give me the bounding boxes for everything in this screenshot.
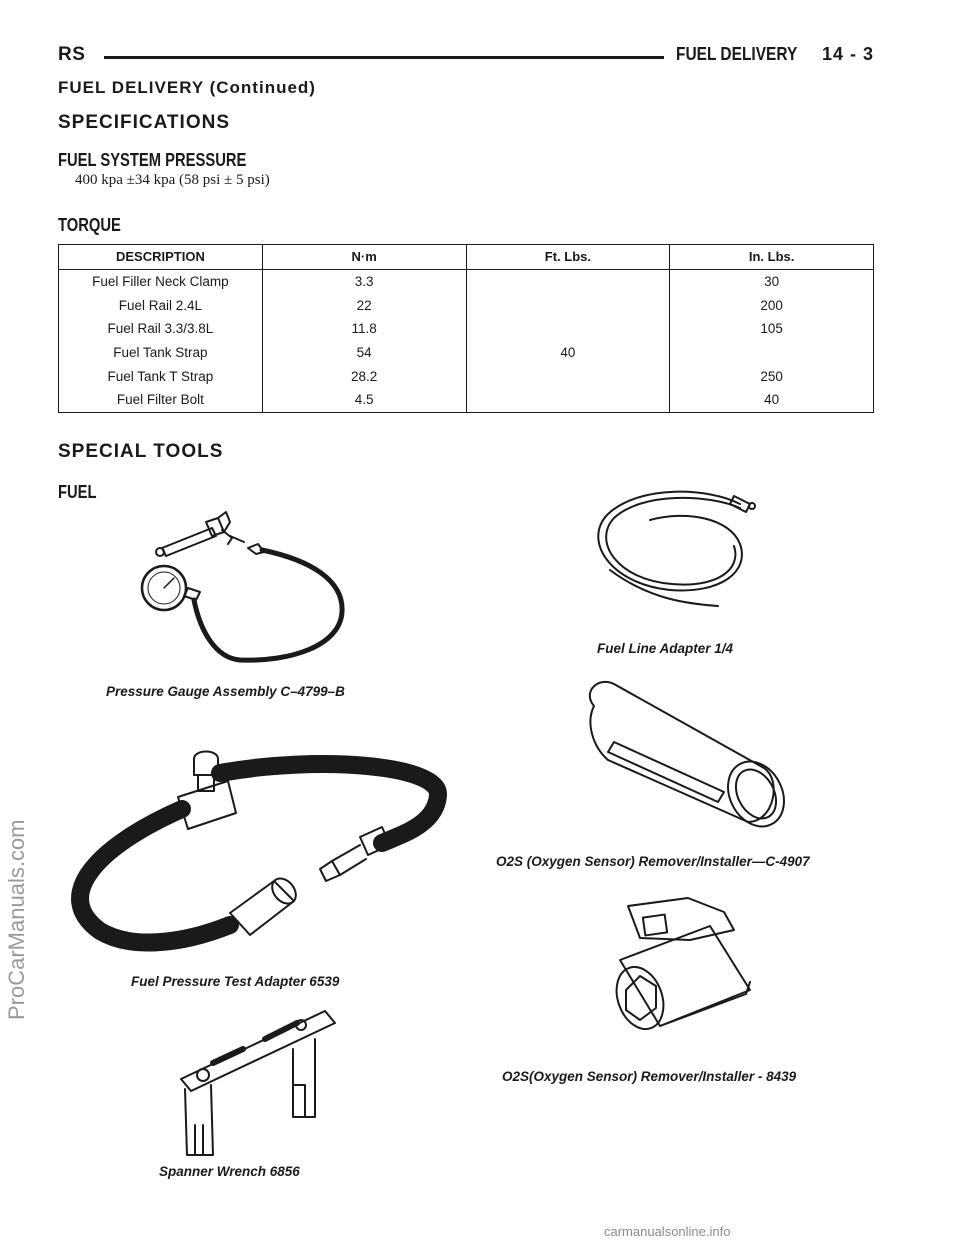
torque-table-header bbox=[59, 245, 874, 270]
bottom-watermark: carmanualsonline.info bbox=[604, 1224, 731, 1239]
pressure-gauge-icon bbox=[120, 500, 360, 680]
table-cell: 4.5 bbox=[262, 388, 466, 412]
table-cell: 3.3 bbox=[262, 269, 466, 293]
tool-caption: O2S (Oxygen Sensor) Remover/Installer—C-4907 bbox=[496, 854, 810, 869]
table-cell: Fuel Filler Neck Clamp bbox=[59, 269, 263, 293]
tool-caption: O2S(Oxygen Sensor) Remover/Installer - 8439 bbox=[502, 1069, 797, 1084]
table-cell: Fuel Tank Strap bbox=[59, 341, 263, 365]
table-row bbox=[59, 269, 874, 293]
table-row bbox=[59, 341, 874, 365]
crowfoot-socket-icon bbox=[600, 890, 780, 1050]
special-tools-heading: SPECIAL TOOLS bbox=[58, 441, 224, 462]
table-cell: 28.2 bbox=[262, 364, 466, 388]
tool-caption: Fuel Line Adapter 1/4 bbox=[597, 641, 734, 656]
table-cell: 40 bbox=[670, 388, 874, 412]
table-cell: 11.8 bbox=[262, 317, 466, 341]
table-cell: Fuel Filter Bolt bbox=[59, 388, 263, 412]
page-number: 14 - 3 bbox=[822, 44, 875, 64]
table-row bbox=[59, 293, 874, 317]
table-cell: Fuel Rail 2.4L bbox=[59, 293, 263, 317]
column-header: N·m bbox=[262, 245, 466, 270]
column-header: DESCRIPTION bbox=[59, 245, 263, 270]
torque-table bbox=[58, 244, 874, 413]
side-watermark: ProCarManuals.com bbox=[4, 819, 29, 1020]
fuel-system-pressure-value: 400 kpa ±34 kpa (58 psi ± 5 psi) bbox=[75, 172, 270, 188]
torque-heading: TORQUE bbox=[58, 215, 121, 235]
table-row bbox=[59, 388, 874, 412]
header-title: FUEL DELIVERY bbox=[676, 44, 798, 64]
table-cell: Fuel Tank T Strap bbox=[59, 364, 263, 388]
header-section-code: RS bbox=[58, 44, 86, 65]
specifications-heading: SPECIFICATIONS bbox=[58, 112, 230, 133]
table-cell: 200 bbox=[670, 293, 874, 317]
table-cell bbox=[670, 341, 874, 365]
continued-heading: FUEL DELIVERY (Continued) bbox=[58, 78, 316, 97]
table-cell bbox=[466, 364, 670, 388]
table-cell: Fuel Rail 3.3/3.8L bbox=[59, 317, 263, 341]
table-cell bbox=[466, 317, 670, 341]
header-rule bbox=[104, 56, 664, 59]
table-cell: 22 bbox=[262, 293, 466, 317]
test-adapter-icon bbox=[60, 745, 450, 965]
fuel-tools-heading: FUEL bbox=[58, 482, 97, 502]
column-header: In. Lbs. bbox=[670, 245, 874, 270]
socket-icon bbox=[568, 672, 788, 842]
fuel-line-adapter-icon bbox=[590, 474, 770, 624]
table-cell: 54 bbox=[262, 341, 466, 365]
spanner-wrench-icon bbox=[165, 1005, 345, 1161]
table-cell: 40 bbox=[466, 341, 670, 365]
table-cell: 250 bbox=[670, 364, 874, 388]
column-header: Ft. Lbs. bbox=[466, 245, 670, 270]
table-row bbox=[59, 364, 874, 388]
table-cell bbox=[466, 269, 670, 293]
tool-caption: Spanner Wrench 6856 bbox=[159, 1164, 300, 1179]
table-cell bbox=[466, 293, 670, 317]
tool-caption: Pressure Gauge Assembly C–4799–B bbox=[106, 684, 345, 699]
table-cell: 105 bbox=[670, 317, 874, 341]
table-row bbox=[59, 317, 874, 341]
tool-caption: Fuel Pressure Test Adapter 6539 bbox=[131, 974, 340, 989]
table-cell bbox=[466, 388, 670, 412]
table-cell: 30 bbox=[670, 269, 874, 293]
fuel-system-pressure-heading: FUEL SYSTEM PRESSURE bbox=[58, 150, 247, 170]
